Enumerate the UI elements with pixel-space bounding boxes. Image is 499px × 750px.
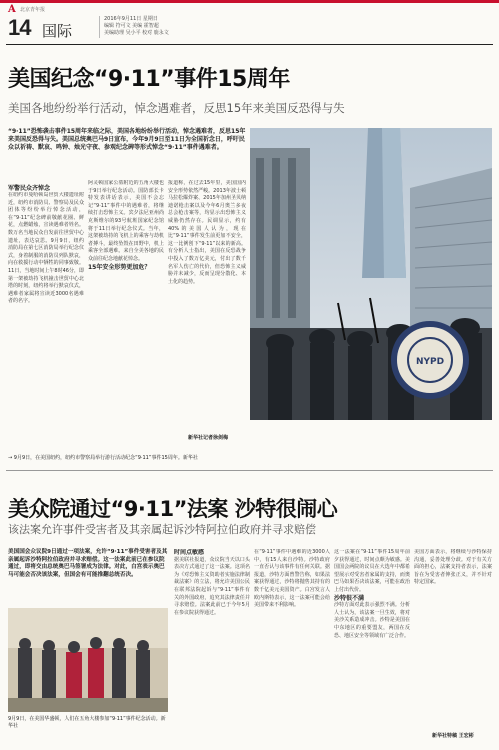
date-line: 2016年9月11日 星期日 — [104, 16, 158, 22]
page-header — [0, 0, 499, 44]
story1-column-1 — [8, 192, 84, 444]
story2-column-4 — [414, 549, 492, 729]
story1-col3-text: 报道称，在过去15年里，美国国内安全形势依然严峻。2013年波士顿马拉松爆炸案、2015年加州圣贝纳迪诺枪击案以及今年6月奥兰多夜总会枪击案等，均显示出恐怖主义威胁仍然存在。民调显示，约有40%的美国人认为，现在比“9·11”事件发生前更加不安全，这一比例创下“9·11”以来的新高。有分析人士指出，美国在反恐战争中投入了数万亿美元，付出了数千名军人伤亡的代价，但恐怖主义威胁并未减少，反而呈现分散化、本土化的趋势。 — [168, 180, 246, 285]
header-rule — [6, 44, 493, 45]
story2-photo — [8, 608, 168, 712]
story2-lede: 美国国会众议院9日通过一项法案，允许“9·11”事件受害者及其亲属起诉沙特阿拉伯政府并寻求赔偿。这一法案此前已在参议院通过，即将交由总统奥巴马签署成为法律。对此，白宫表示奥巴马可能会否决该法案，但国会有可能推翻总统否决。 — [8, 549, 168, 578]
story2-col1-text: 据美联社报道，众议院当天以口头表决方式通过了这一法案。这项名为《对恐怖主义资助者实施法律制裁法案》的立法，将允许美国公民在联邦法院起诉与“9·11”事件有关的外国政府，追究其法律责任并寻求赔偿。法案此前已于今年5月在参议院获得通过。 — [174, 556, 250, 616]
story2-col5-text: 美国方面表示，将继续与沙特保持沟通，妥善处理分歧。对于有关方面的担心，法案支持者表示，法案旨在为受害者伸张正义，并不针对特定国家。 — [414, 549, 492, 586]
story2-photo-caption: 9月9日，在美国华盛顿，人们在五角大楼参加“9·11”事件纪念活动。新华社 — [8, 716, 166, 729]
drum-lettering: NYPD — [415, 357, 445, 367]
story1-byline: 新华社记者徐剑梅 — [188, 435, 229, 441]
paper-logo: A — [8, 4, 16, 15]
story-divider — [6, 470, 493, 471]
story1-col1-text: 在纽约市曼哈顿岛世贸大楼遗址附近，纽约市消防员、警察局及民众团体等纷纷举行悼念活动，在“9·11”纪念碑前敬献花圈、鲜花，点燃蜡烛，宣读遇难者姓名。数万名当地民众自发前往世贸中心遗址，表达哀思。9月9日，纽约消防局在第七区消防局举行纪念仪式，身着制服的消防员列队默哀，向在救援行动中牺牲的同事致敬。11日，当地时间上午8时46分，即第一架被劫持飞机撞击世贸中心北塔的时刻，纽约将举行默哀仪式，遇难者家属将宣读近3000名遇难者的名字。 — [8, 192, 84, 305]
story1-column-3 — [168, 180, 246, 432]
story2-sub-head-2: 沙特很不满 — [334, 594, 365, 602]
header-divider — [99, 16, 100, 38]
parade-photo-illustration — [250, 128, 492, 420]
story2-headline: 美众院通过“9·11”法案 沙特很闹心 — [8, 497, 338, 521]
section-title: 国际 — [42, 22, 73, 40]
story2-column-2 — [254, 549, 330, 741]
story1-photo-caption: → 9月9日，在美国纽约，纽约市警察局举行游行活动纪念“9·11”事件15周年。新华社 — [8, 455, 198, 461]
story2-subhead: 该法案允许事件受害者及其亲属起诉沙特阿拉伯政府并寻求赔偿 — [8, 523, 316, 536]
story2-column-3 — [334, 549, 410, 741]
story1-column-2 — [88, 180, 164, 444]
story1-mid-head: 15年安全形势更加危？ — [88, 263, 151, 271]
page-number: 14 — [8, 15, 31, 40]
story1-section-head: 军警民众齐悼念 — [8, 185, 51, 192]
story2-column-1 — [174, 549, 250, 741]
story2-col3-text: 这一法案在“9·11”事件15周年前夕获得通过，时间点颇为敏感。美国国会两院的议员在大选年中都希望展示对受害者家属的支持，而奥巴马如果否决该法案，可能在政治上付出代价。 — [334, 549, 410, 593]
story1-subhead: 美国各地纷纷举行活动，悼念遇难者，反思15年来美国反恐得与失 — [8, 101, 345, 115]
story2-byline: 新华社特稿 王宏彬 — [432, 733, 474, 739]
story1-headline: 美国纪念“9·11”事件15周年 — [8, 67, 290, 92]
story2-col2-text: 在“9·11”事件中遇难的近3000人中，有15人来自沙特。沙特政府一直否认与该事件有任何关联。据报道，沙特方面曾警告称，如果法案获得通过，沙特将抛售其持有的数千亿美元美国资产。白宫发言人欧内斯特表示，这一法案可能会给美国带来不利影响。 — [254, 549, 330, 609]
story1-lede: “9·11”恐怖袭击事件15周年来临之际，美国各地纷纷举行活动，悼念遇难者，反思15年来美国反恐得与失。美国总统奥巴马9日宣布，今年9月9日至11日为全国祈念日，呼吁民众以祈祷、默哀、鸣钟、烛光守夜、参观纪念碑等形式悼念“9·11”事件遇难者。 — [8, 128, 246, 152]
header-meta — [104, 16, 169, 37]
story2-col4-text: 沙特方面对此表示强烈不满。分析人士认为，该法案一旦生效，将对美沙关系造成冲击。沙特是美国在中东地区的重要盟友，两国在反恐、地区安全等领域有广泛合作。 — [334, 602, 410, 639]
accent-bar — [0, 0, 499, 3]
story2-mid-head: 时间点敏感 — [174, 549, 205, 556]
editor-line: 编辑 符可文 美编 霍智超 — [104, 23, 159, 29]
assistant-line: 美编助理 吴小平 校对 鹿永文 — [104, 30, 169, 36]
paper-name: 北京青年报 — [20, 7, 46, 13]
ceremony-photo-illustration — [8, 608, 168, 712]
story1-photo — [250, 128, 492, 420]
story1-col2-text: 阿灵顿国家公墓附近的五角大楼也于9日举行纪念活动。国防部长卡特发表讲话表示，美国不会忘记“9·11”事件中的遇难者，将继续打击恐怖主义。宾夕法尼亚州尚克斯维尔的93号航班国家纪念馆将于11日举行纪念仪式。当年，这架被劫持的飞机上的乘客与劫机者搏斗，最终坠毁在田野中，机上乘客全部遇难。来自全美各地的民众前往纪念地献花悼念。 — [88, 180, 164, 262]
